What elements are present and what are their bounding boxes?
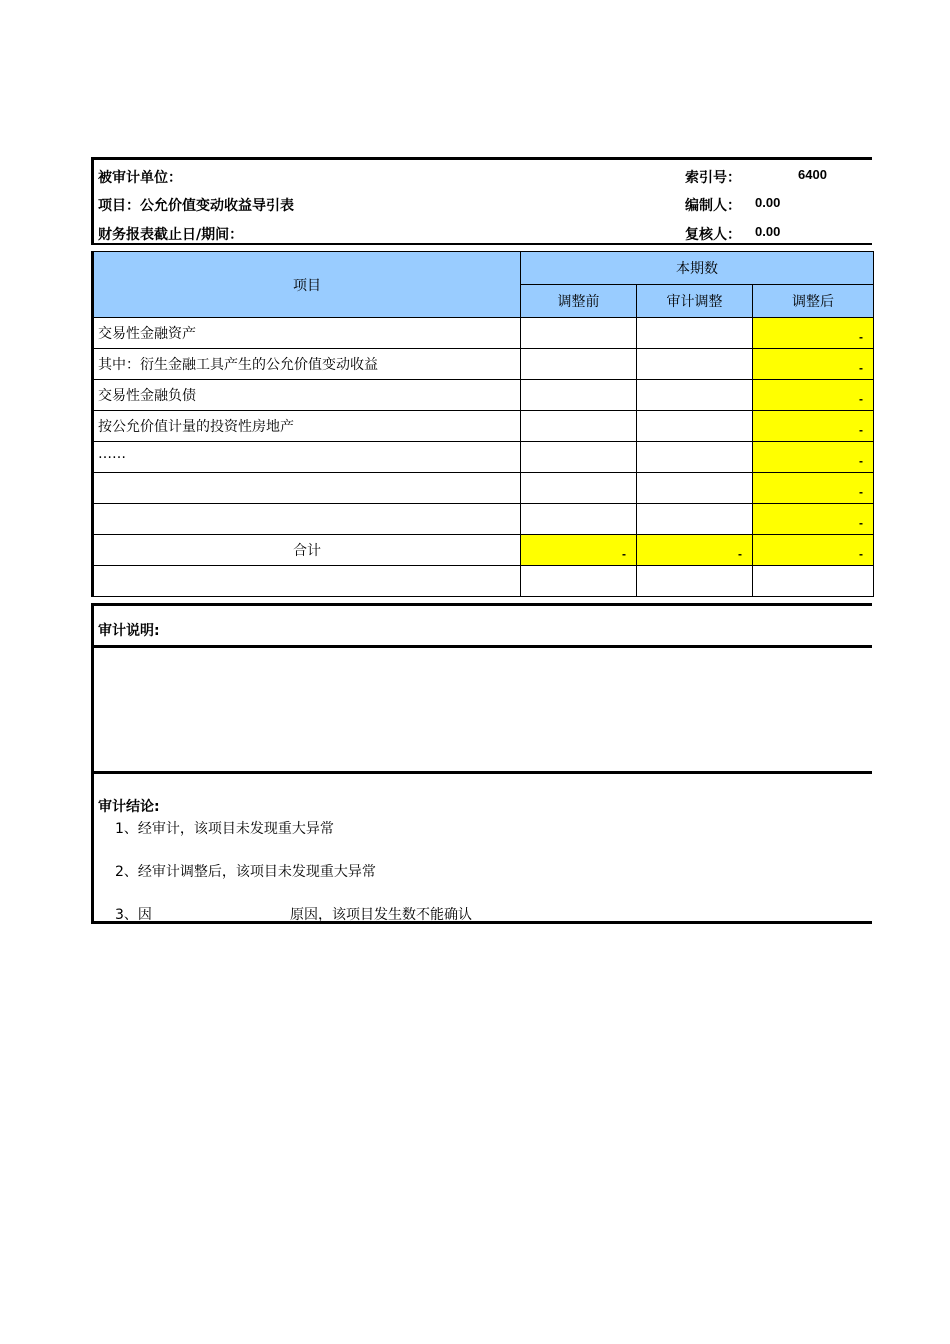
after-adjust-cell[interactable]: - (753, 411, 874, 442)
after-adjust-cell[interactable]: - (753, 504, 874, 535)
table-row (93, 504, 874, 535)
table-row (93, 473, 874, 504)
row-item-label: 交易性金融负债 (93, 380, 521, 411)
before-adjust-cell[interactable] (521, 380, 637, 411)
row-item-label: …… (93, 442, 521, 473)
preparer-label: 编制人： (685, 198, 741, 214)
before-adjust-cell[interactable] (521, 411, 637, 442)
after-adjust-cell[interactable]: - (753, 318, 874, 349)
total-before-cell[interactable]: - (521, 535, 637, 566)
workpaper-header (91, 157, 872, 245)
after-adjust-header: 调整后 (753, 285, 874, 318)
after-adjust-cell[interactable]: - (753, 380, 874, 411)
notes-section (91, 603, 872, 924)
project-label: 项目：公允价值变动收益导引表 (98, 198, 294, 214)
explanation-body[interactable] (94, 648, 872, 774)
index-label: 索引号： (685, 170, 741, 186)
index-value: 6400 (798, 167, 827, 182)
blank-cell[interactable] (521, 566, 637, 597)
audit-adjust-cell[interactable] (637, 349, 753, 380)
total-after-cell[interactable]: - (753, 535, 874, 566)
audit-adjust-cell[interactable] (637, 473, 753, 504)
table-header-row (93, 252, 874, 285)
row-item-label: 按公允价值计量的投资性房地产 (93, 411, 521, 442)
before-adjust-cell[interactable] (521, 504, 637, 535)
after-adjust-cell[interactable]: - (753, 442, 874, 473)
row-item-label: 其中：衍生金融工具产生的公允价值变动收益 (93, 349, 521, 380)
before-adjust-cell[interactable] (521, 442, 637, 473)
audit-adjust-header: 审计调整 (637, 285, 753, 318)
audit-adjust-cell[interactable] (637, 411, 753, 442)
table-row (93, 442, 874, 473)
conclusion-item: 2、经审计调整后，该项目未发现重大异常 (115, 864, 376, 880)
summary-table (91, 251, 874, 597)
after-adjust-cell[interactable]: - (753, 473, 874, 504)
row-item-label (93, 473, 521, 504)
conclusion-item: 1、经审计，该项目未发现重大异常 (115, 821, 334, 837)
table-row (93, 349, 874, 380)
workpaper-sheet (91, 157, 872, 245)
total-label: 合计 (93, 535, 521, 566)
reviewer-value: 0.00 (755, 224, 781, 239)
item-column-header: 项目 (93, 252, 521, 318)
total-adjust-cell[interactable]: - (637, 535, 753, 566)
conclusion-block (94, 774, 872, 924)
before-adjust-header: 调整前 (521, 285, 637, 318)
period-column-header: 本期数 (521, 252, 874, 285)
conclusion-item-tail: 原因，该项目发生数不能确认 (290, 907, 472, 923)
conclusion-title: 审计结论: (98, 799, 160, 815)
blank-row (93, 566, 874, 597)
row-item-label: 交易性金融资产 (93, 318, 521, 349)
blank-cell[interactable] (753, 566, 874, 597)
blank-cell[interactable] (637, 566, 753, 597)
before-adjust-cell[interactable] (521, 473, 637, 504)
audit-adjust-cell[interactable] (637, 380, 753, 411)
table-row (93, 411, 874, 442)
table-row (93, 318, 874, 349)
explanation-title: 审计说明: (94, 606, 872, 648)
audit-adjust-cell[interactable] (637, 318, 753, 349)
preparer-value: 0.00 (755, 195, 781, 210)
conclusion-item: 3、因 (115, 907, 152, 923)
blank-cell[interactable] (93, 566, 521, 597)
after-adjust-cell[interactable]: - (753, 349, 874, 380)
audited-unit-label: 被审计单位： (98, 170, 182, 186)
audit-adjust-cell[interactable] (637, 504, 753, 535)
reviewer-label: 复核人： (685, 227, 741, 243)
before-adjust-cell[interactable] (521, 318, 637, 349)
audit-adjust-cell[interactable] (637, 442, 753, 473)
period-label: 财务报表截止日/期间： (98, 227, 244, 243)
before-adjust-cell[interactable] (521, 349, 637, 380)
row-item-label (93, 504, 521, 535)
total-row (93, 535, 874, 566)
table-row (93, 380, 874, 411)
